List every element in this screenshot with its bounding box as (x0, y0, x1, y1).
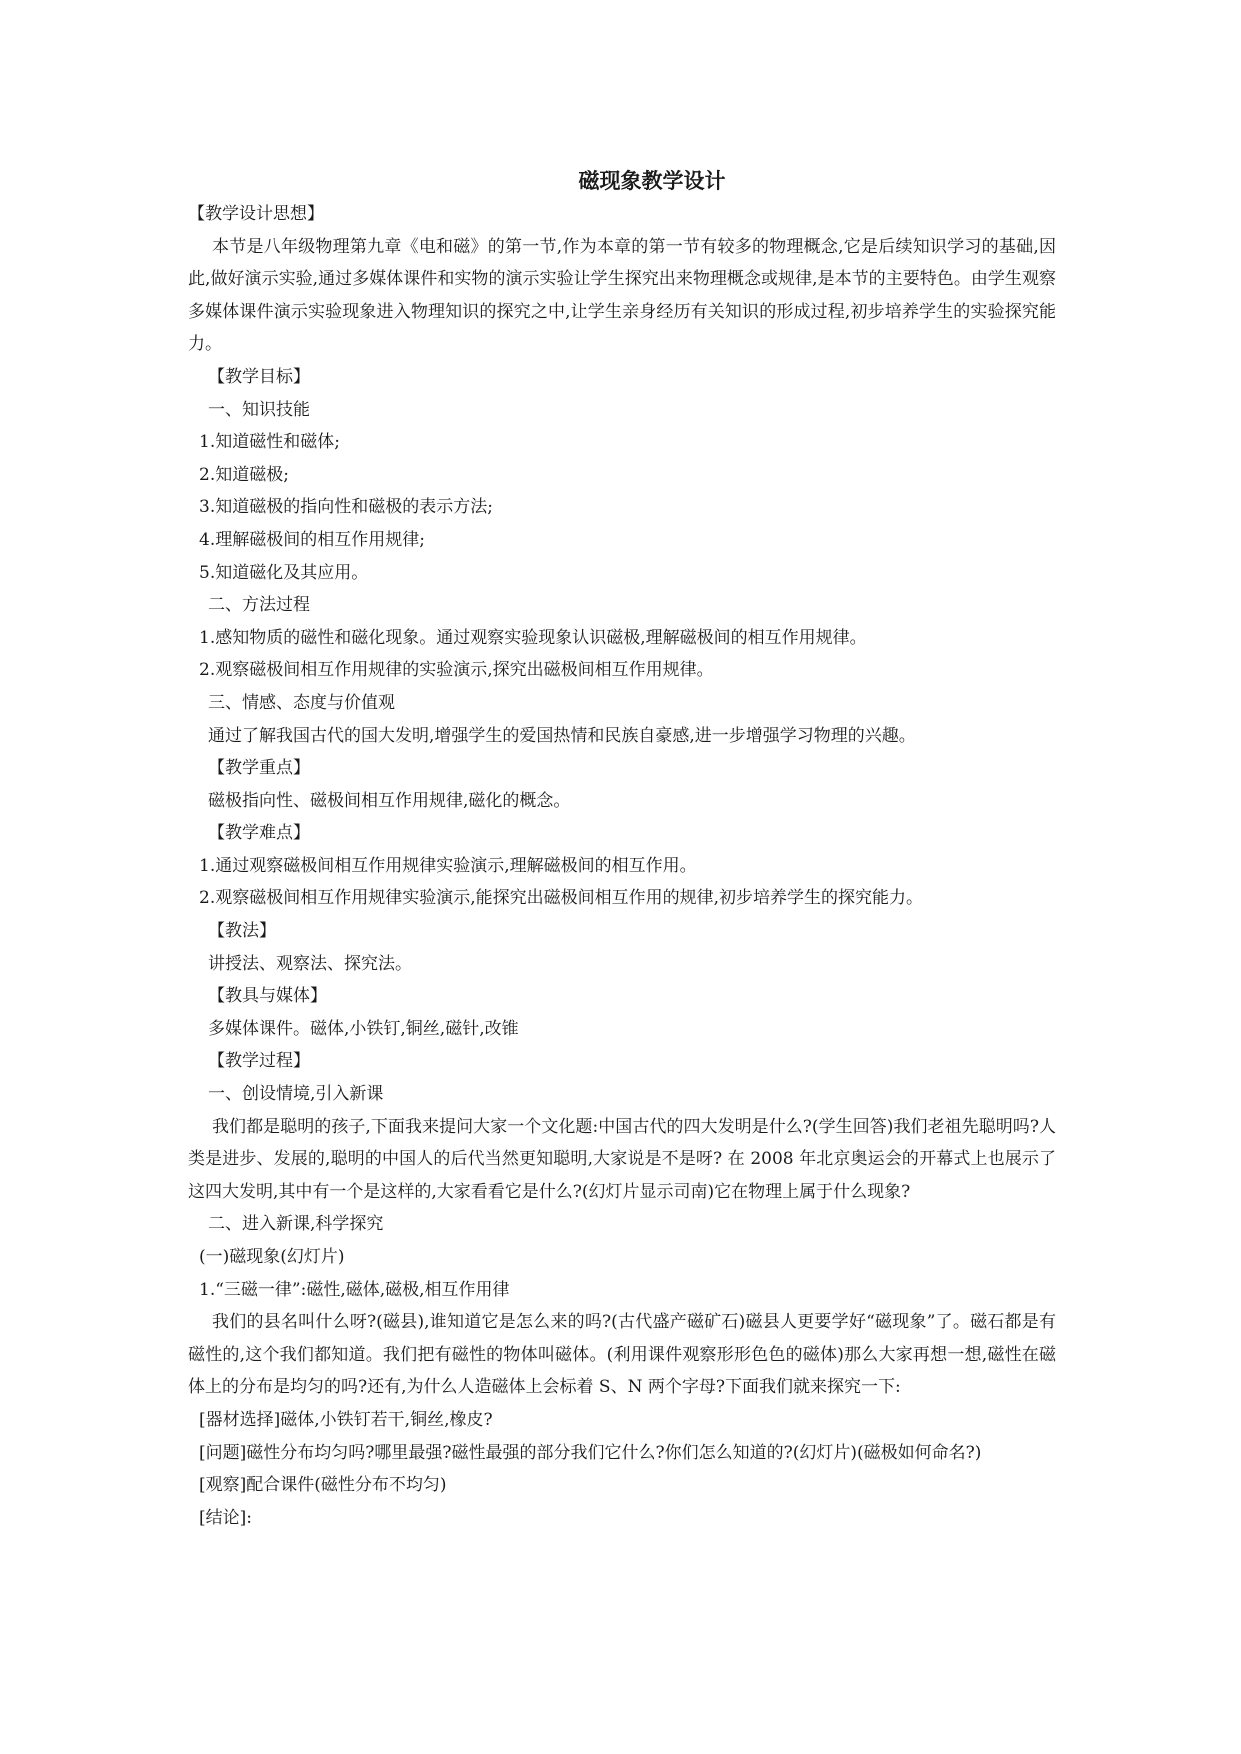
text-line: 一、创设情境,引入新课 (208, 1084, 384, 1105)
document-title: 磁现象教学设计 (578, 168, 726, 193)
text-line: [观察]配合课件(磁性分布不均匀) (199, 1475, 447, 1496)
text-line: 【教具与媒体】 (208, 986, 327, 1007)
text-line: 【教学重点】 (208, 758, 310, 779)
text-line: (一)磁现象(幻灯片) (199, 1247, 345, 1267)
text-line: [器材选择]磁体,小铁钉若干,铜丝,橡皮? (199, 1409, 493, 1430)
text-line: 二、方法过程 (208, 595, 310, 616)
text-line: 多媒体课件。磁体,小铁钉,铜丝,磁针,改锥 (208, 1018, 519, 1039)
text-line: 2.观察磁极间相互作用规律的实验演示,探究出磁极间相互作用规律。 (199, 660, 714, 681)
text-line: 讲授法、观察法、探究法。 (208, 953, 412, 974)
text-line: 二、进入新课,科学探究 (208, 1214, 384, 1235)
text-line: 【教学难点】 (208, 823, 310, 844)
paragraph: 本节是八年级物理第九章《电和磁》的第一节,作为本章的第一节有较多的物理概念,它是后续知识学习的基础,因此,做好演示实验,通过多媒体课件和实物的演示实验让学生探究出来物理概念或规律,是本节的主要特色。由学生观察多媒体课件演示实验现象进入物理知识的探究之中,让学生亲身经历有关知识的形成过程,初步培养学生的实验探究能力。 (188, 236, 1056, 355)
text-line: 【教学过程】 (208, 1051, 310, 1072)
text-line: 1.通过观察磁极间相互作用规律实验演示,理解磁极间的相互作用。 (199, 855, 697, 876)
paragraph: 我们都是聪明的孩子,下面我来提问大家一个文化题:中国古代的四大发明是什么?(学生回答)我们老祖先聪明吗?人类是进步、发展的,聪明的中国人的后代当然更知聪明,大家说是不是呀? 在 2008 年北京奥运会的开幕式上也展示了这四大发明,其中有一个是这样的,大家看看它是什么?(幻灯片显示司南)它在物理上属于什么现象? (188, 1116, 1056, 1202)
text-line: 【教学目标】 (208, 366, 310, 387)
text-line: 通过了解我国古代的国大发明,增强学生的爱国热情和民族自豪感,进一步增强学习物理的兴趣。 (208, 725, 916, 746)
text-line: [问题]磁性分布均匀吗?哪里最强?磁性最强的部分我们它什么?你们怎么知道的?(幻灯片)(磁极如何命名?) (199, 1442, 982, 1463)
text-line: 三、情感、态度与价值观 (208, 692, 395, 713)
document-body (188, 164, 1056, 1534)
text-line: 【教学设计思想】 (188, 204, 324, 224)
document-lines (188, 198, 1056, 1534)
text-line: 2.知道磁极; (199, 464, 289, 485)
text-line: 1.知道磁性和磁体; (199, 432, 340, 453)
text-line: 2.观察磁极间相互作用规律实验演示,能探究出磁极间相互作用的规律,初步培养学生的探究能力。 (199, 888, 924, 909)
text-line: 3.知道磁极的指向性和磁极的表示方法; (199, 497, 493, 518)
text-line: 磁极指向性、磁极间相互作用规律,磁化的概念。 (208, 790, 571, 811)
text-line: [结论]: (199, 1507, 252, 1528)
text-line: 4.理解磁极间的相互作用规律; (199, 529, 425, 550)
paragraph: 我们的县名叫什么呀?(磁县),谁知道它是怎么来的吗?(古代盛产磁矿石)磁县人更要学好“磁现象”了。磁石都是有磁性的,这个我们都知道。我们把有磁性的物体叫磁体。(利用课件观察形形色色的磁体)那么大家再想一想,磁性在磁体上的分布是均匀的吗?还有,为什么人造磁体上会标着 S、N 两个字母?下面我们就来探究一下: (188, 1312, 1056, 1398)
text-line: 【教法】 (208, 921, 276, 942)
text-line: 一、知识技能 (208, 399, 310, 420)
text-line: 1.感知物质的磁性和磁化现象。通过观察实验现象认识磁极,理解磁极间的相互作用规律。 (199, 627, 867, 648)
text-line: 1.“三磁一律”:磁性,磁体,磁极,相互作用律 (199, 1279, 510, 1300)
text-line: 5.知道磁化及其应用。 (199, 562, 369, 583)
